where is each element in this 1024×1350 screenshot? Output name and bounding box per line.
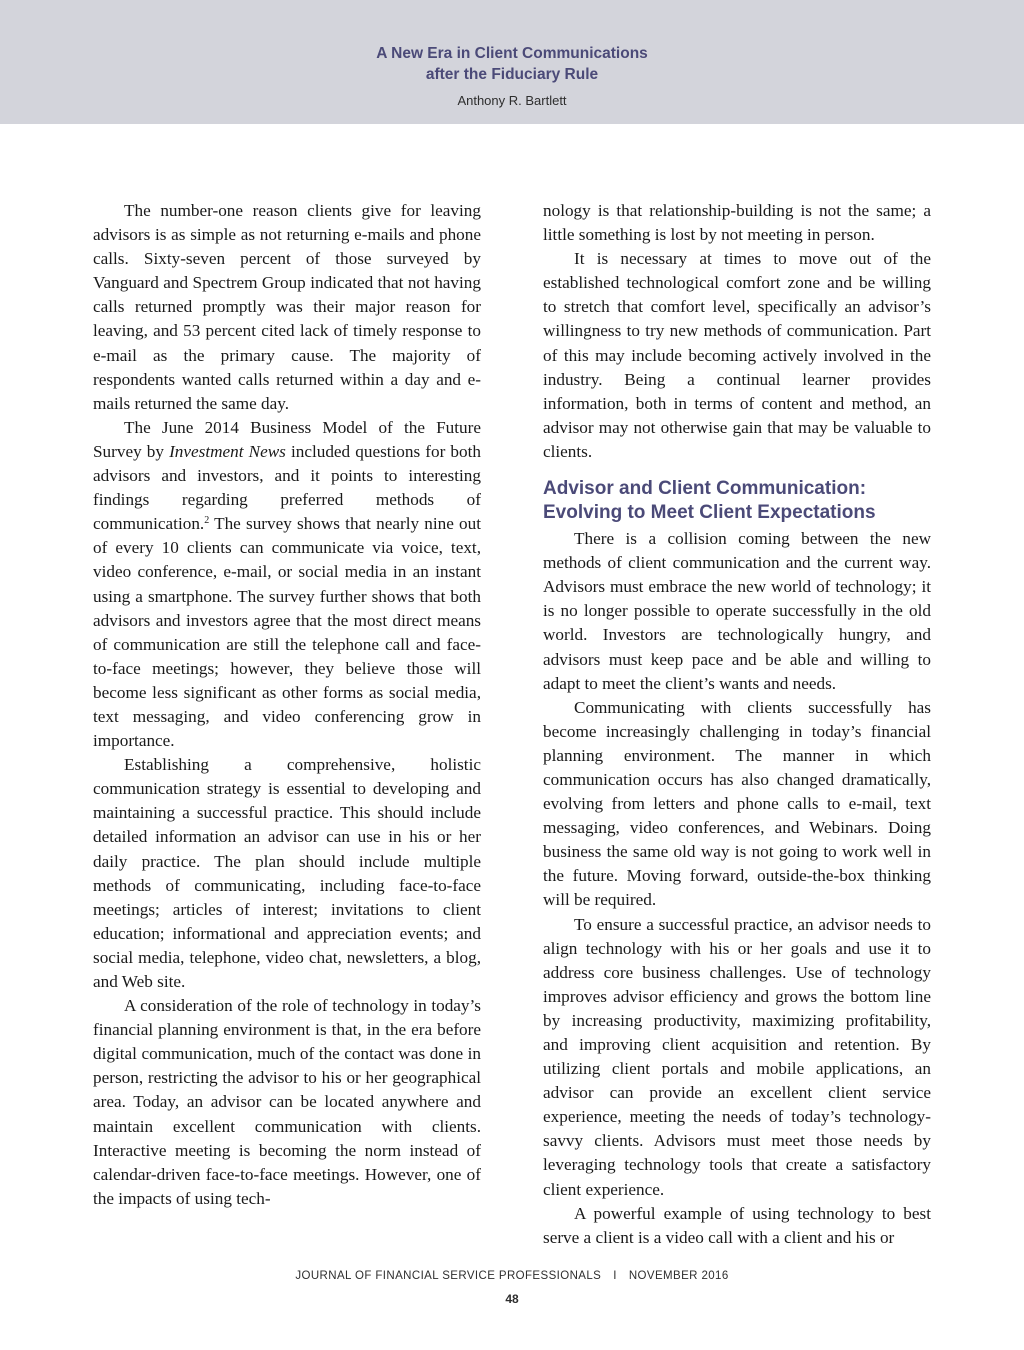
paragraph-text: included questions for both advisors and investors, and it points to interesting findings regarding preferred methods of communication. (93, 441, 481, 534)
paragraph: A powerful example of using technology to best serve a client is a video call with a client and his or (543, 1203, 931, 1247)
paragraph: The number-one reason clients give for leaving advisors is as simple as not returning e-mails and phone calls. Sixty-seven percent of those surveyed by Vanguard and Spectrem Group indicated that not having calls returned promptly was their major reason for leaving, and 53 percent cited lack of timely response to e-mail as the primary cause. The majority of respondents wanted calls returned within a day and e-mails returned the same day. (93, 201, 481, 413)
footer-separator: I (613, 1270, 617, 1282)
publication-title: Investment News (169, 441, 286, 461)
paragraph-text: The survey shows that nearly nine out of every 10 clients can communicate via voice, text, video conference, e-mail, or social media in an instant using a smartphone. The survey further shows that both advisors and investors agree that the most direct means of communication are still the telephone call and face-to-face meetings; however, they believe those will become less significant as other forms as social media, text messaging, and video conferencing grow in importance. (93, 514, 481, 751)
running-header-title-line1: A New Era in Client Communications (376, 45, 648, 62)
issue-date: NOVEMBER 2016 (628, 1270, 729, 1282)
paragraph: To ensure a successful practice, an advisor needs to align technology with his or her goals and use it to address core business challenges. Use of technology improves advisor efficiency and grows the bottom line by increasing productivity, maximizing profitability, and improving client acquisition and retention. By utilizing client portals and mobile applications, an advisor can provide an excellent client service experience, meeting the needs of today’s technology-savvy clients. Advisors must meet those needs by leveraging technology tools that create a satisfactory client experience. (543, 914, 931, 1199)
paragraph: Communicating with clients successfully has become increasingly challenging in today’s financial planning environment. The manner in which communication occurs has also changed dramatically, evolving from letters and phone calls to e-mail, text messaging, video conferences, and Webinars. Doing business the same old way is not going to work well in the future. Moving forward, outside-the-box thinking will be required. (543, 697, 931, 910)
journal-name: JOURNAL OF FINANCIAL SERVICE PROFESSIONALS (295, 1270, 602, 1282)
running-header-title-line2: after the Fiduciary Rule (425, 66, 599, 83)
paragraph: A consideration of the role of technology in today’s financial planning environment is that, in the era before digital communication, much of the contact was done in person, restricting the advisor to his or her geographical area. Today, an advisor can be located anywhere and maintain excellent communication with clients. Interactive meeting is becoming the norm instead of calendar-driven face-to-face meetings. However, one of the impacts of using tech- (93, 996, 481, 1208)
paragraph: There is a collision coming between the new methods of client communication and the current way. Advisors must embrace the new world of technology; it is no longer possible to operate successfully in the old world. Investors are technologically hungry, and advisors must keep pace and be able and willing to adapt to meet the client’s wants and needs. (543, 529, 931, 693)
paragraph: It is necessary at times to move out of the established technological comfort zone and be willing to stretch that comfort level, specifically an advisor’s willingness to try new methods of communication. Part of this may include becoming actively involved in the industry. Being a continual learner provides information, both in terms of content and method, an advisor may not otherwise gain that may be valuable to clients. (543, 249, 931, 461)
section-heading-line1: Advisor and Client Communication: (543, 478, 867, 500)
running-header-author: Anthony R. Bartlett (457, 93, 567, 108)
section-heading-line2: Evolving to Meet Client Expectations (543, 502, 876, 524)
paragraph: Establishing a comprehensive, holistic communication strategy is essential to developing and maintaining a successful practice. This should include detailed information an advisor can use in his or her daily practice. The plan should include multiple methods of communicating, including face-to-face meetings; articles of interest; invitations to client education; informational and appreciation events; and social media, telephone, video chat, newsletters, a blog, and Web site. (93, 755, 481, 991)
footnote-ref[interactable]: 2 (204, 515, 210, 527)
page-number: 48 (505, 1292, 519, 1306)
paragraph-text: The June 2014 Business Model of the Future Survey by (93, 417, 481, 461)
page-footer (0, 1270, 1024, 1282)
paragraph: nology is that relationship-building is not the same; a little something is lost by not meeting in person. (543, 201, 931, 245)
section-heading (543, 477, 931, 525)
paragraph (93, 416, 481, 753)
right-column (543, 199, 931, 1250)
left-column (93, 199, 481, 1211)
